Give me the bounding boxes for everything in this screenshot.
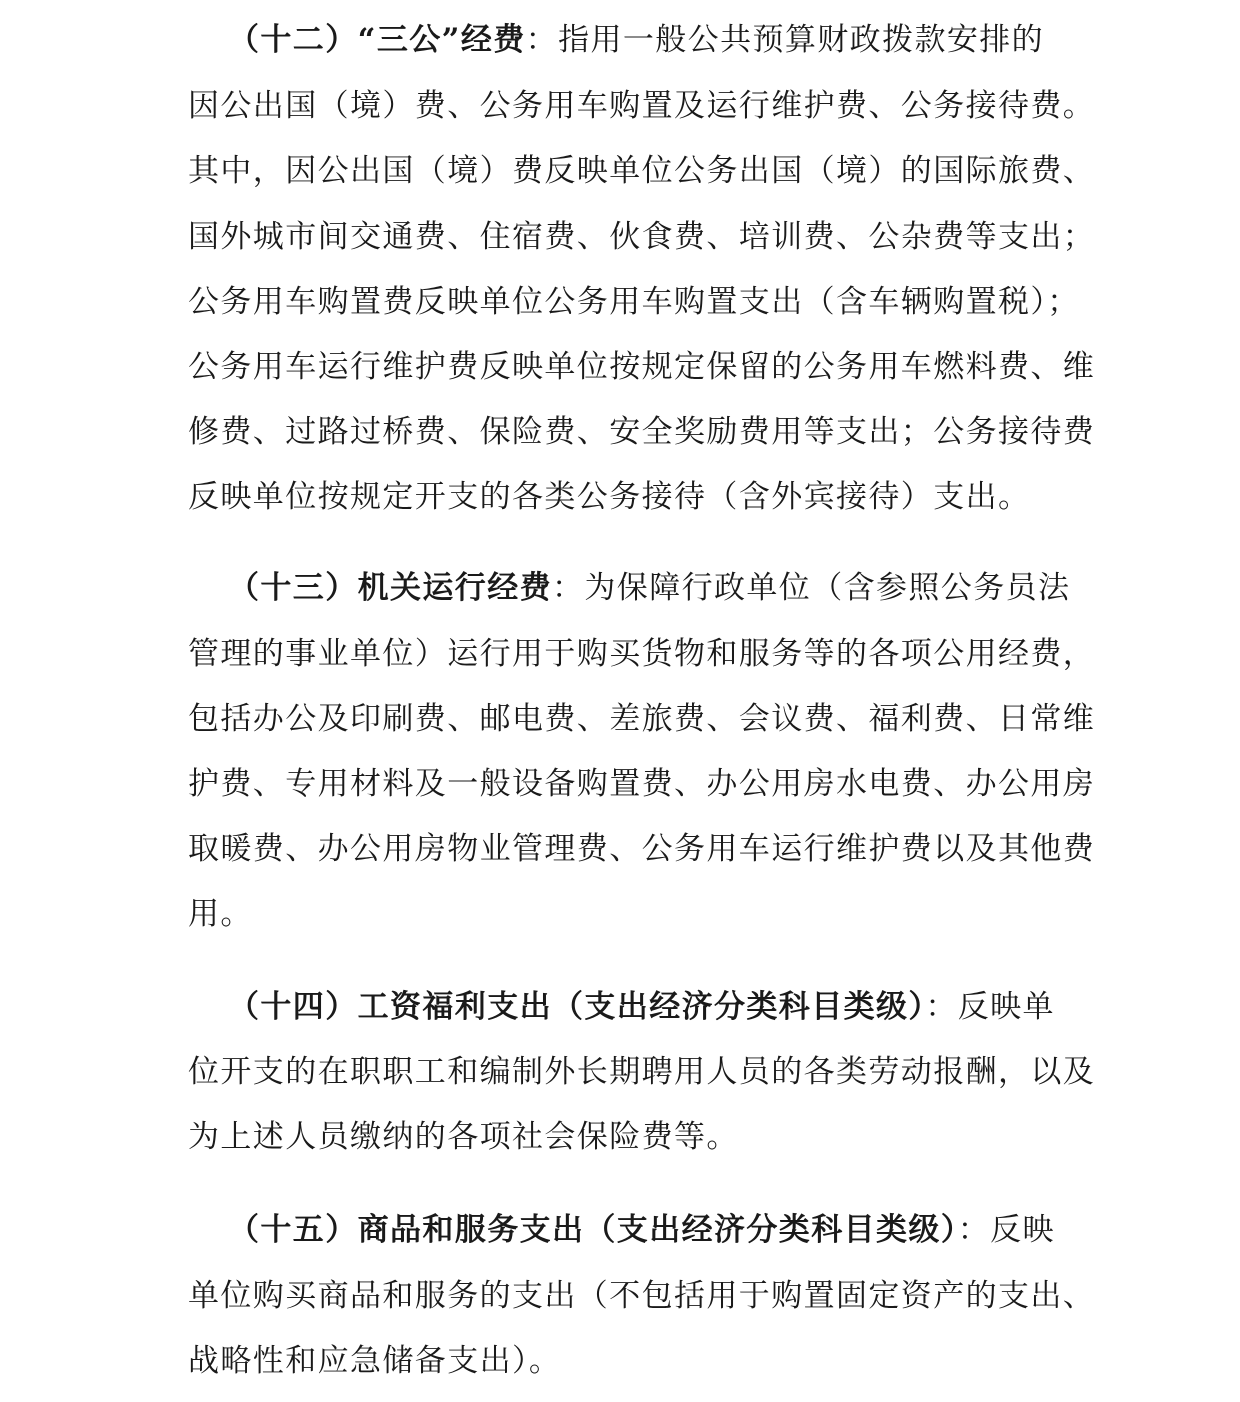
paragraph-12-term: （十二）“三公”经费	[228, 22, 526, 58]
paragraph-12-line-2: 因公出国（境）费、公务用车购置及运行维护费、公务接待费。	[188, 88, 1096, 124]
paragraph-14-line-1	[228, 987, 1108, 1027]
paragraph-13-line-5: 取暖费、办公用房物业管理费、公务用车运行维护费以及其他费	[188, 831, 1096, 867]
paragraph-14-line-2: 位开支的在职职工和编制外长期聘用人员的各类劳动报酬，以及	[188, 1054, 1096, 1090]
paragraph-15-text: ：反映	[957, 1212, 1055, 1248]
paragraph-12-line-1	[228, 20, 1108, 60]
paragraph-14-text: ：反映单	[925, 989, 1055, 1025]
paragraph-14-term: （十四）工资福利支出（支出经济分类科目类级）	[228, 989, 926, 1025]
paragraph-12-text: ：指用一般公共预算财政拨款安排的	[525, 22, 1045, 58]
paragraph-12-line-7: 修费、过路过桥费、保险费、安全奖励费用等支出；公务接待费	[188, 414, 1096, 450]
paragraph-12-line-6: 公务用车运行维护费反映单位按规定保留的公务用车燃料费、维	[188, 349, 1096, 385]
paragraph-12-line-3: 其中，因公出国（境）费反映单位公务出国（境）的国际旅费、	[188, 153, 1096, 189]
paragraph-12-line-5: 公务用车购置费反映单位公务用车购置支出（含车辆购置税）；	[188, 284, 1080, 320]
paragraph-15-line-2: 单位购买商品和服务的支出（不包括用于购置固定资产的支出、	[188, 1278, 1096, 1314]
paragraph-12-line-8: 反映单位按规定开支的各类公务接待（含外宾接待）支出。	[188, 479, 1031, 515]
paragraph-13-line-6: 用。	[188, 896, 253, 932]
paragraph-15-line-3: 战略性和应急储备支出）。	[188, 1343, 562, 1379]
paragraph-12-line-4: 国外城市间交通费、住宿费、伙食费、培训费、公杂费等支出；	[188, 219, 1096, 255]
paragraph-13-line-3: 包括办公及印刷费、邮电费、差旅费、会议费、福利费、日常维	[188, 701, 1096, 737]
paragraph-13-term: （十三）机关运行经费	[228, 570, 552, 606]
paragraph-13-line-2: 管理的事业单位）运行用于购买货物和服务等的各项公用经费，	[188, 636, 1096, 672]
paragraph-13-text: ：为保障行政单位（含参照公务员法	[552, 570, 1071, 606]
paragraph-15-line-1	[228, 1210, 1108, 1250]
paragraph-13-line-1	[228, 568, 1108, 608]
paragraph-14-line-3: 为上述人员缴纳的各项社会保险费等。	[188, 1119, 739, 1155]
paragraph-15-term: （十五）商品和服务支出（支出经济分类科目类级）	[228, 1212, 958, 1248]
paragraph-13-line-4: 护费、专用材料及一般设备购置费、办公用房水电费、办公用房	[188, 766, 1096, 802]
